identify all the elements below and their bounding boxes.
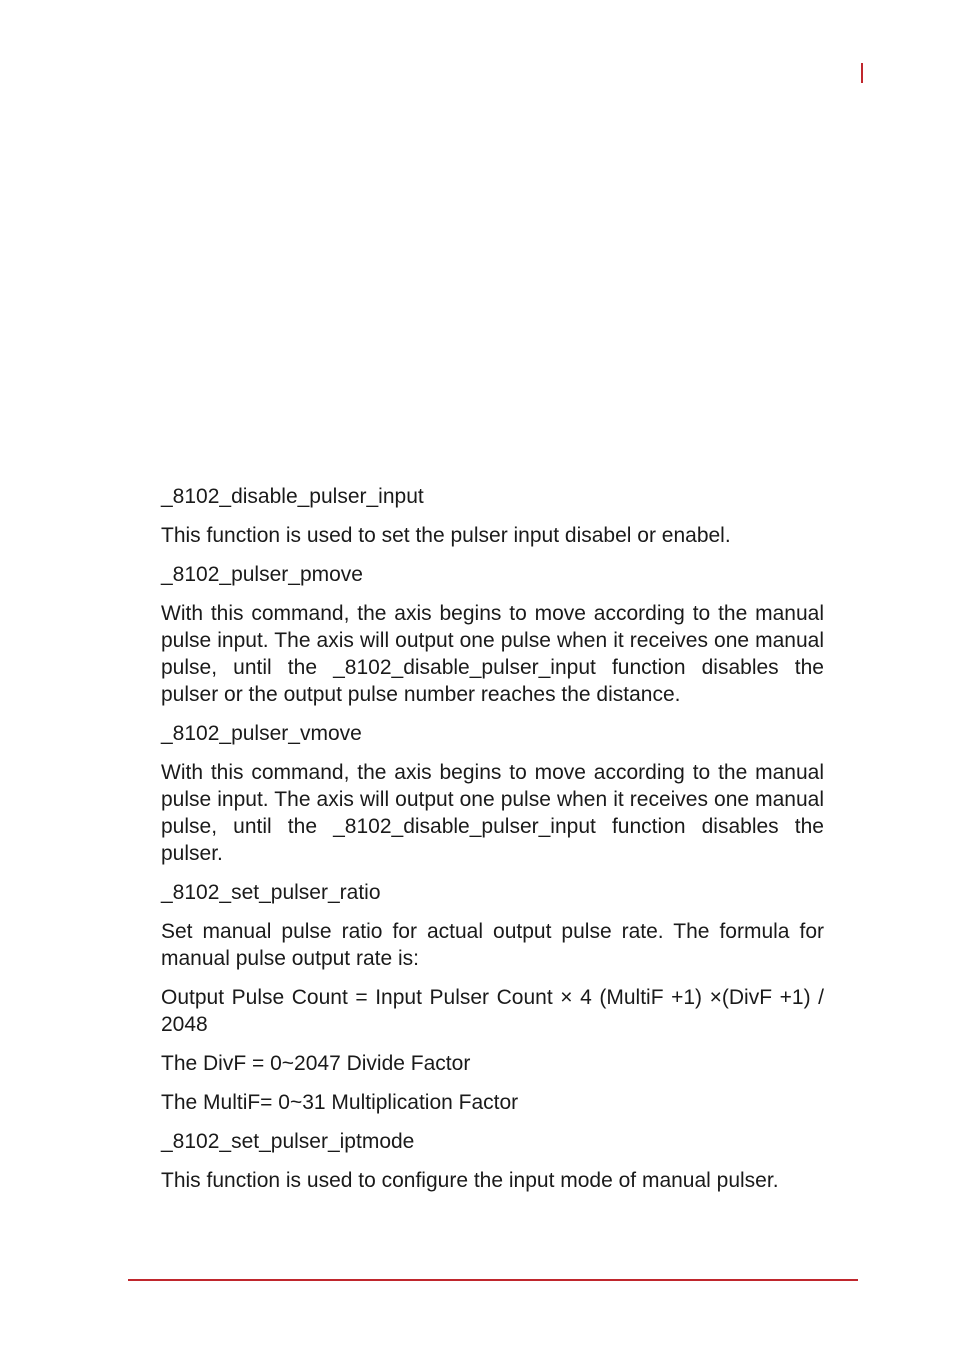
multif-range: The MultiF= 0~31 Multiplication Factor (161, 1091, 519, 1114)
header-accent-mark (861, 63, 863, 83)
description-set-pulser-ratio: Set manual pulse ratio for actual output pulse rate. The formula for manual pulse output rate is: (161, 920, 824, 970)
function-name-set-pulser-iptmode: _8102_set_pulser_iptmode (161, 1130, 415, 1153)
document-body (161, 483, 824, 1206)
formula-output-pulse-count: Output Pulse Count = Input Pulser Count × 4 (MultiF +1) ×(DivF +1) / 2048 (161, 986, 824, 1036)
description-pulser-pmove: With this command, the axis begins to move according to the manual pulse input. The axis will output one pulse when it receives one manual pulse, until the _8102_disable_pulser_input function disables the pulser or the output pulse number reaches the distance. (161, 602, 824, 706)
description-set-pulser-iptmode: This function is used to configure the input mode of manual pulser. (161, 1169, 779, 1192)
function-name-pulser-vmove: _8102_pulser_vmove (161, 722, 362, 745)
divf-range: The DivF = 0~2047 Divide Factor (161, 1052, 471, 1075)
description-pulser-vmove: With this command, the axis begins to move according to the manual pulse input. The axis will output one pulse when it receives one manual pulse, until the _8102_disable_pulser_input function disables the pulser. (161, 761, 824, 865)
function-name-set-pulser-ratio: _8102_set_pulser_ratio (161, 881, 381, 904)
function-name-disable-pulser-input: _8102_disable_pulser_input (161, 485, 424, 508)
function-name-pulser-pmove: _8102_pulser_pmove (161, 563, 363, 586)
description-disable-pulser-input: This function is used to set the pulser input disabel or enabel. (161, 524, 731, 547)
footer-rule (128, 1279, 858, 1281)
